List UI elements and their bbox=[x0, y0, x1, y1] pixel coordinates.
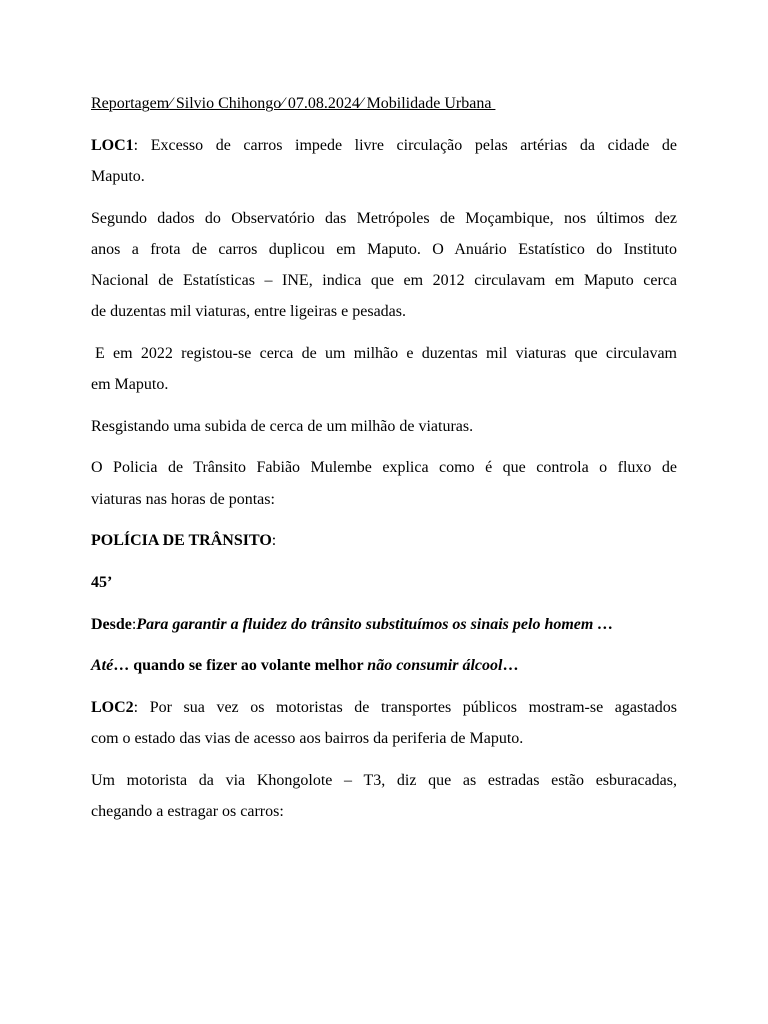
loc1-line bbox=[91, 130, 677, 161]
ate-quote: não consumir álcool bbox=[367, 657, 503, 675]
desde-colon: : bbox=[131, 615, 137, 633]
ate-paragraph bbox=[91, 650, 677, 681]
loc2-text-continued: com o estado das vias de acesso aos bairros da periferia de Maputo. bbox=[91, 730, 524, 748]
paragraph-line: Resgistando uma subida de cerca de um milhão de viaturas. bbox=[91, 417, 474, 435]
ate-word: Até bbox=[91, 657, 114, 675]
ate-middle-text: quando se fizer ao volante melhor bbox=[129, 657, 368, 675]
desde-quote: Para garantir a fluidez do trânsito substituímos os sinais pelo homem … bbox=[136, 615, 614, 633]
loc2-label: LOC2 bbox=[91, 699, 134, 716]
speaker-line bbox=[91, 525, 677, 556]
report-header: Reportagem⁄ Silvio Chihongo⁄ 07.08.2024⁄ Mobilidade Urbana bbox=[91, 95, 496, 112]
loc1-colon: : bbox=[133, 136, 139, 154]
paragraph-line: em Maputo. bbox=[91, 376, 169, 393]
speaker-colon: : bbox=[271, 532, 277, 550]
driver-paragraph bbox=[91, 765, 677, 827]
ate-line bbox=[91, 650, 677, 681]
loc2-colon: : bbox=[133, 699, 139, 716]
paragraph-line: Segundo dados do Observatório das Metrópoles de Moçambique, nos últimos dez bbox=[91, 209, 677, 227]
duration-paragraph bbox=[91, 567, 677, 598]
loc1-text: Excesso de carros impede livre circulação pelas artérias da cidade de bbox=[150, 136, 678, 154]
year-2022-paragraph bbox=[91, 338, 677, 400]
paragraph-line: Nacional de Estatísticas – INE, indica que em 2012 circulavam em Maputo cerca bbox=[91, 271, 677, 289]
loc2-text: Por sua vez os motoristas de transportes públicos mostram-se agastados bbox=[149, 699, 678, 716]
loc2-paragraph bbox=[91, 692, 677, 754]
clip-duration: 45’ bbox=[91, 573, 113, 591]
desde-paragraph bbox=[91, 609, 677, 640]
loc1-label: LOC1 bbox=[91, 136, 134, 154]
speaker-label: POLÍCIA DE TRÂNSITO bbox=[91, 532, 272, 550]
desde-line bbox=[91, 609, 677, 640]
loc2-line bbox=[91, 692, 677, 723]
paragraph-line: Um motorista da via Khongolote – T3, diz que as estradas estão esburacadas, bbox=[91, 771, 677, 789]
paragraph-line: chegando a estragar os carros: bbox=[91, 803, 284, 821]
paragraph-line: O Policia de Trânsito Fabião Mulembe explica como é que controla o fluxo de bbox=[91, 459, 677, 477]
report-header-paragraph bbox=[91, 88, 677, 119]
paragraph-line: de duzentas mil viaturas, entre ligeiras e pesadas. bbox=[91, 303, 406, 321]
loc1-text-continued: Maputo. bbox=[91, 167, 145, 185]
loc1-paragraph bbox=[91, 130, 677, 192]
paragraph-line: viaturas nas horas de pontas: bbox=[91, 490, 275, 508]
paragraph-line: anos a frota de carros duplicou em Maputo. O Anuário Estatístico do Instituto bbox=[91, 240, 677, 258]
statistics-paragraph bbox=[91, 203, 677, 328]
increase-paragraph bbox=[91, 411, 677, 442]
desde-label: Desde bbox=[91, 615, 132, 633]
paragraph-line: E em 2022 registou-se cerca de um milhão e duzentas mil viaturas que circulavam bbox=[95, 344, 677, 362]
ate-ellipsis-end: … bbox=[502, 657, 519, 675]
speaker-paragraph bbox=[91, 525, 677, 556]
report-header-line bbox=[91, 88, 677, 119]
ate-ellipsis: … bbox=[113, 657, 130, 675]
police-intro-paragraph bbox=[91, 452, 677, 514]
